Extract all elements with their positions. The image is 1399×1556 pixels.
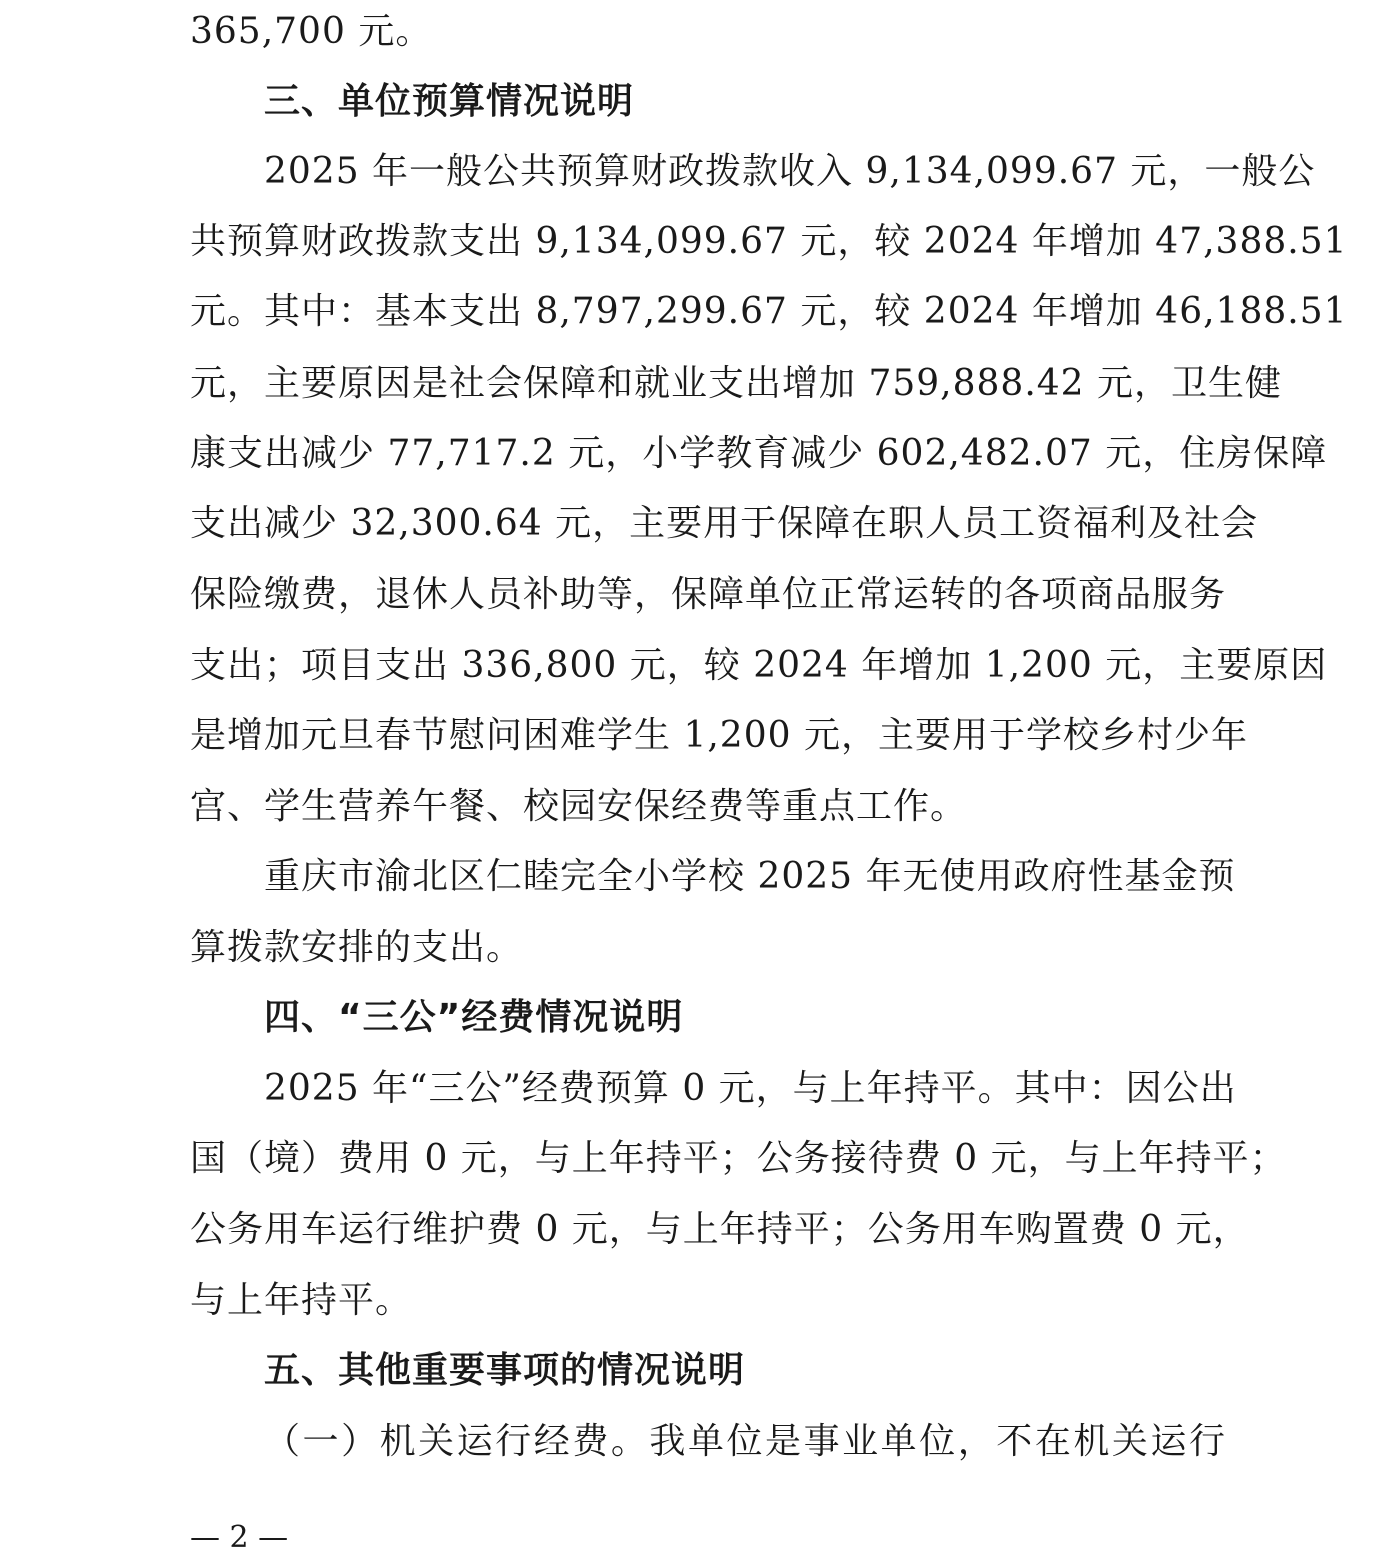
- text-line: 重庆市渝北区仁睦完全小学校 2025 年无使用政府性基金预: [264, 856, 1236, 897]
- text-line: 宫、学生营养午餐、校园安保经费等重点工作。: [190, 786, 968, 827]
- text-line: 2025 年“三公”经费预算 0 元，与上年持平。其中：因公出: [264, 1068, 1237, 1109]
- text-line: 是增加元旦春节慰问困难学生 1,200 元，主要用于学校乡村少年: [190, 715, 1248, 756]
- text-line: 元。其中：基本支出 8,797,299.67 元，较 2024 年增加 46,188.51: [190, 291, 1348, 332]
- page-number: — 2 —: [190, 1520, 289, 1555]
- text-line: 支出；项目支出 336,800 元，较 2024 年增加 1,200 元，主要原因: [190, 645, 1328, 686]
- text-line: 365,700 元。: [190, 11, 433, 52]
- text-line: 元，主要原因是社会保障和就业支出增加 759,888.42 元，卫生健: [190, 363, 1283, 404]
- text-line: 公务用车运行维护费 0 元，与上年持平；公务用车购置费 0 元，: [190, 1209, 1250, 1250]
- text-line: 共预算财政拨款支出 9,134,099.67 元，较 2024 年增加 47,388.51: [190, 221, 1348, 262]
- section-heading-3: 三、单位预算情况说明: [264, 81, 635, 122]
- text-line: 2025 年一般公共预算财政拨款收入 9,134,099.67 元，一般公: [264, 151, 1316, 192]
- text-line: 算拨款安排的支出。: [190, 927, 524, 968]
- section-heading-4: 四、“三公”经费情况说明: [264, 997, 684, 1038]
- section-heading-5: 五、其他重要事项的情况说明: [264, 1350, 746, 1391]
- text-line: 与上年持平。: [190, 1280, 413, 1321]
- text-line: 支出减少 32,300.64 元，主要用于保障在职人员工资福利及社会: [190, 503, 1259, 544]
- text-line: 康支出减少 77,717.2 元，小学教育减少 602,482.07 元，住房保障: [190, 433, 1328, 474]
- text-line: 国（境）费用 0 元，与上年持平；公务接待费 0 元，与上年持平；: [190, 1138, 1287, 1179]
- text-line: 保险缴费，退休人员补助等，保障单位正常运转的各项商品服务: [190, 574, 1227, 615]
- text-line: （一）机关运行经费。我单位是事业单位，不在机关运行: [264, 1421, 1226, 1462]
